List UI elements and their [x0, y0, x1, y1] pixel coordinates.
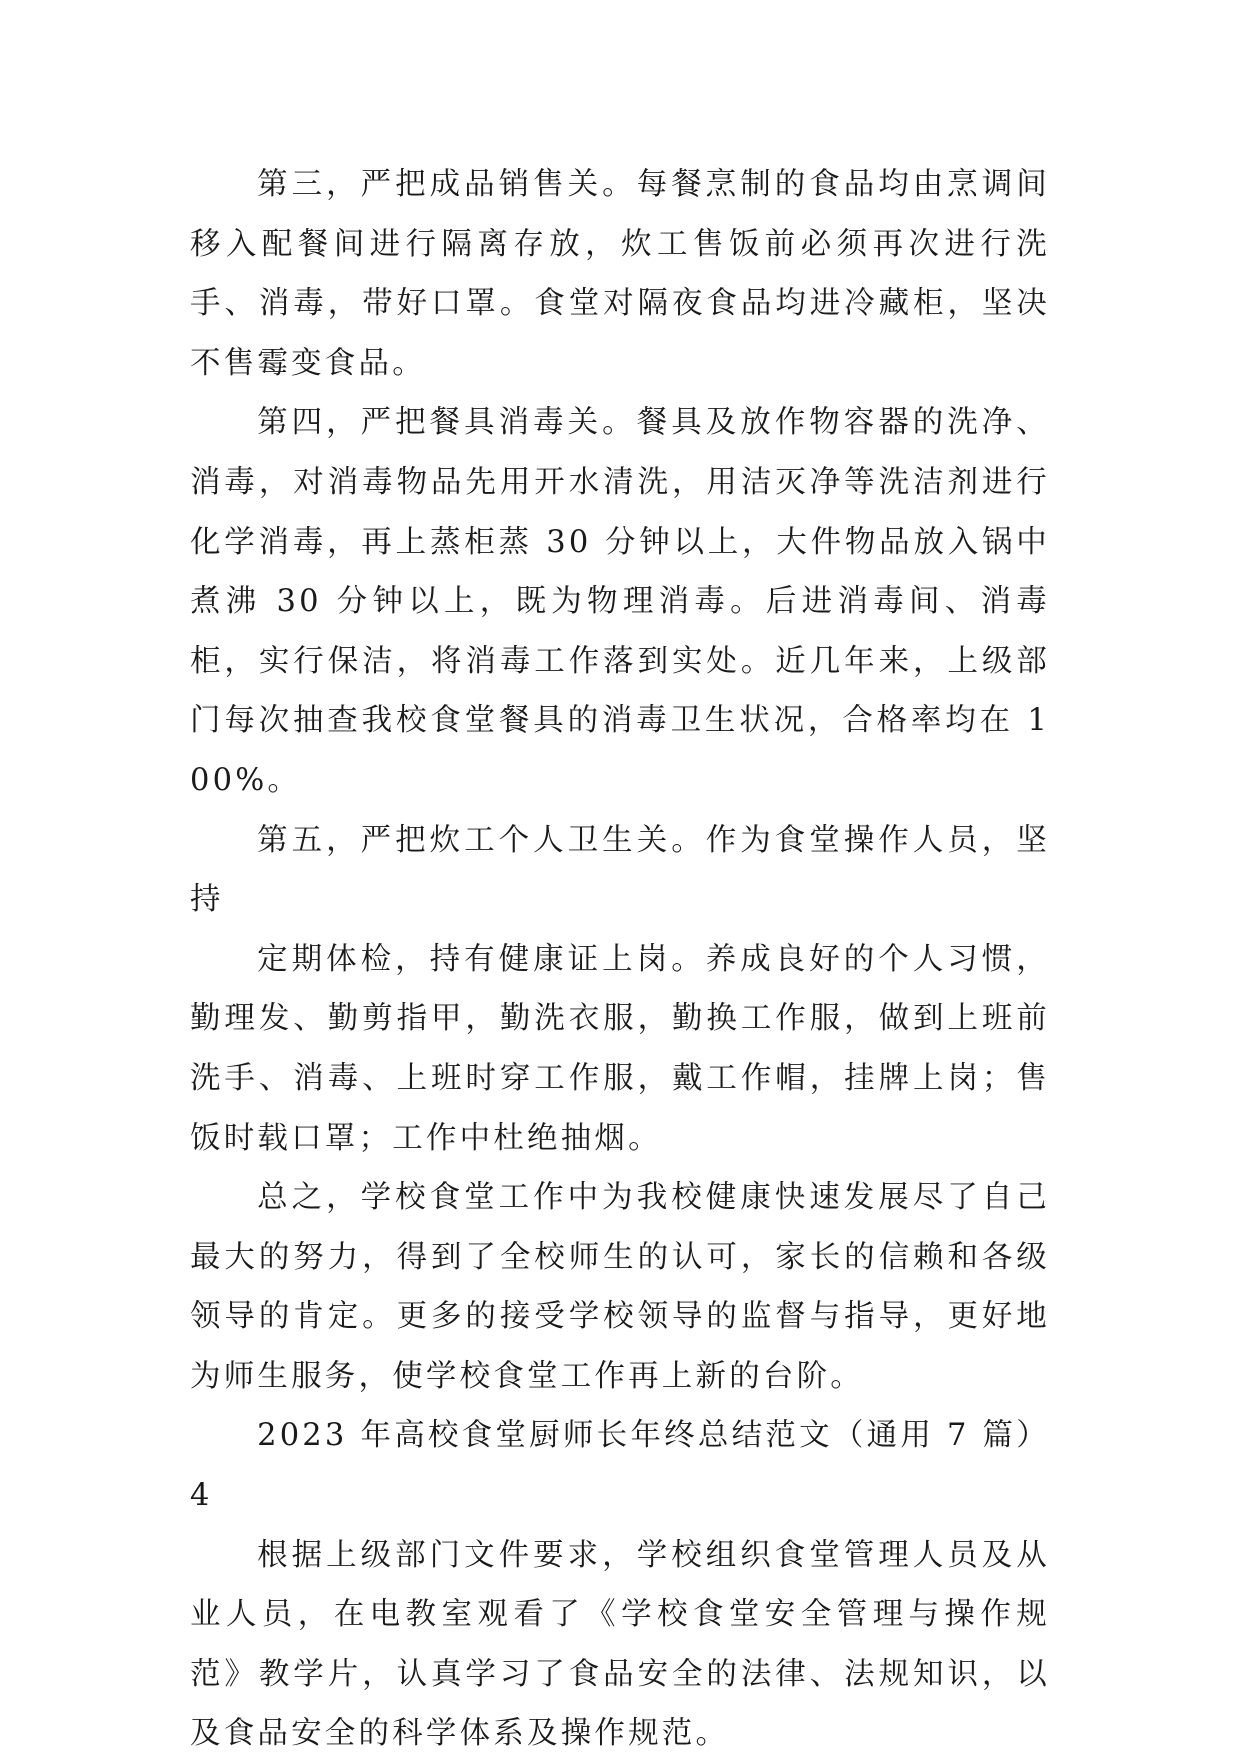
paragraph-fifth-point-title: 第五，严把炊工个人卫生关。作为食堂操作人员，坚持	[190, 822, 1050, 918]
paragraph-third-point: 第三，严把成品销售关。每餐烹制的食品均由烹调间移入配餐间进行隔离存放，炊工售饭前必须再次进行洗手、消毒，带好口罩。食堂对隔夜食品均进冷藏柜，坚决不售霉变食品。	[190, 167, 1050, 381]
paragraph-fifth-point-body: 定期体检，持有健康证上岗。养成良好的个人习惯，勤理发、勤剪指甲，勤洗衣服，勤换工作服，做到上班前洗手、消毒、上班时穿工作服，戴工作帽，挂牌上岗；售饭时载口罩；工作中杜绝抽烟。	[190, 941, 1050, 1156]
section-heading: 2023 年高校食堂厨师长年终总结范文（通用 7 篇）4	[190, 1418, 1050, 1514]
paragraph-fourth-point: 第四，严把餐具消毒关。餐具及放作物容器的洗净、消毒，对消毒物品先用开水清洗，用洁灭净等洗洁剂进行化学消毒，再上蒸柜蒸 30 分钟以上，大件物品放入锅中煮沸 30 分钟以上，既为物理消毒。后进消毒间、消毒柜，实行保洁，将消毒工作落到实处。近几年来，上级部门每次抽查我校食堂餐具的消毒卫生状况，合格率均在 100%。	[190, 405, 1050, 798]
paragraph-summary: 总之，学校食堂工作中为我校健康快速发展尽了自己最大的努力，得到了全校师生的认可，家长的信赖和各级领导的肯定。更多的接受学校领导的监督与指导，更好地为师生服务，使学校食堂工作再上新的台阶。	[190, 1180, 1050, 1394]
paragraph-intro: 根据上级部门文件要求，学校组织食堂管理人员及从业人员，在电教室观看了《学校食堂安全管理与操作规范》教学片，认真学习了食品安全的法律、法规知识，以及食品安全的科学体系及操作规范。	[190, 1537, 1050, 1752]
document-body	[190, 155, 1050, 1764]
